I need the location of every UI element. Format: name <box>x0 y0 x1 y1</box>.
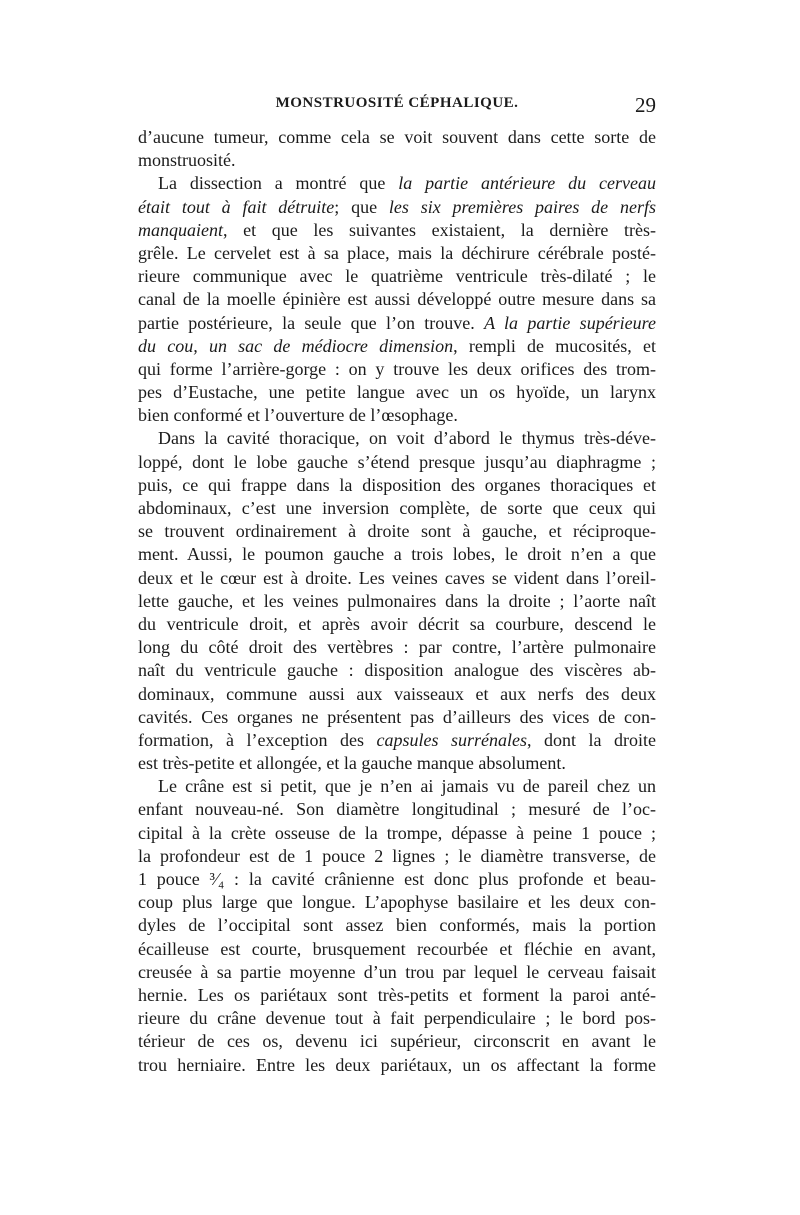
text-run: dyles de l’occipital sont assez bien conformés, mais la portion <box>138 915 656 936</box>
text-line <box>138 845 656 868</box>
text-run: Le crâne est si petit, que je n’en ai jamais vu de pareil chez un <box>158 776 656 797</box>
text-line <box>138 752 656 775</box>
text-line <box>138 126 656 149</box>
text-run: abdominaux, c’est une inversion complète, de sorte que ceux qui <box>138 498 656 518</box>
text-run: est très-petite et allongée, et la gauche manque absolument. <box>138 753 566 774</box>
text-run: se trouvent ordinairement à droite sont à gauche, et réciproque- <box>138 521 656 542</box>
body-text <box>138 126 656 1077</box>
text-line <box>138 451 656 474</box>
text-run: écailleuse est courte, brusquement recourbée et fléchie en avant, <box>138 938 656 959</box>
text-run: long du côté droit des vertèbres : par contre, l’artère pulmonaire <box>138 637 656 658</box>
italic-run: la partie antérieure du cerveau <box>398 173 656 194</box>
italic-run: les six premières paires de nerfs <box>388 196 656 217</box>
text-run: dominaux, commune aussi aux vaisseaux et aux nerfs des deux <box>138 683 656 704</box>
text-line <box>138 497 656 520</box>
text-line <box>138 636 656 659</box>
text-run: deux et le cœur est à droite. Les veines caves se vident dans l’oreil- <box>138 567 656 588</box>
text-run: , rempli de mucosités, et <box>453 335 656 356</box>
text-run: rieure communique avec le quatrième ventricule très-dilaté ; le <box>138 266 656 287</box>
text-line <box>138 520 656 543</box>
text-line <box>138 149 656 172</box>
text-line <box>138 659 656 682</box>
text-run: d’aucune tumeur, comme cela se voit souvent dans cette sorte de <box>138 127 656 147</box>
text-run: trou herniaire. Entre les deux pariétaux, un os affectant la forme <box>138 1054 656 1075</box>
text-run: , et que les suivantes existaient, la dernière très- <box>223 219 656 240</box>
text-run: lette gauche, et les veines pulmonaires dans la droite ; l’aorte naît <box>138 590 656 611</box>
text-line <box>138 729 656 752</box>
text-line <box>138 706 656 729</box>
text-run: la profondeur est de 1 pouce 2 lignes ; le diamètre transverse, de <box>138 845 656 866</box>
text-run: 1 pouce ³⁄₄ : la cavité crânienne est donc plus profonde et beau- <box>138 869 656 889</box>
text-line <box>138 683 656 706</box>
text-run: monstruosité. <box>138 150 236 171</box>
text-run: hernie. Les os pariétaux sont très-petits et forment la paroi anté- <box>138 984 656 1005</box>
text-run: La dissection a montré que <box>158 173 399 194</box>
running-head <box>138 93 656 121</box>
text-line <box>138 613 656 636</box>
text-run: ; que <box>334 196 389 217</box>
text-line <box>138 242 656 265</box>
text-line <box>138 567 656 590</box>
text-run: , dont la droite <box>526 729 656 750</box>
text-run: du ventricule droit, et après avoir décrit sa courbure, descend le <box>138 613 656 634</box>
text-run: qui forme l’arrière-gorge : on y trouve les deux orifices des trom- <box>138 358 656 379</box>
text-line <box>138 868 656 891</box>
text-run: loppé, dont le lobe gauche s’étend presque jusqu’au diaphragme ; <box>138 451 656 472</box>
text-line <box>138 172 656 195</box>
text-run: Dans la cavité thoracique, on voit d’abord le thymus très-déve- <box>158 428 656 449</box>
text-line <box>138 196 656 219</box>
text-line <box>138 543 656 566</box>
text-run: ment. Aussi, le poumon gauche a trois lobes, le droit n’en a que <box>138 544 656 565</box>
text-line <box>138 404 656 427</box>
text-line <box>138 1007 656 1030</box>
text-run: grêle. Le cervelet est à sa place, mais la déchirure cérébrale posté- <box>138 242 656 263</box>
text-run: térieur de ces os, devenu ici supérieur, circonscrit en avant le <box>138 1031 656 1052</box>
text-line <box>138 1030 656 1053</box>
text-run: creusée à sa partie moyenne d’un trou par lequel le cerveau faisait <box>138 961 656 982</box>
text-line <box>138 822 656 845</box>
italic-run: était tout à fait détruite <box>138 196 335 217</box>
text-run: canal de la moelle épinière est aussi développé outre mesure dans sa <box>138 289 656 310</box>
text-line <box>138 358 656 381</box>
text-line <box>138 288 656 311</box>
text-line <box>138 775 656 798</box>
text-line <box>138 961 656 984</box>
italic-run: manquaient <box>138 219 223 240</box>
text-line <box>138 427 656 450</box>
text-line <box>138 590 656 613</box>
text-line <box>138 798 656 821</box>
text-line <box>138 891 656 914</box>
text-line <box>138 1054 656 1077</box>
text-run: rieure du crâne devenue tout à fait perpendiculaire ; le bord pos- <box>138 1008 656 1029</box>
text-run: puis, ce qui frappe dans la disposition des organes thoraciques et <box>138 474 656 495</box>
text-run: pes d’Eustache, une petite langue avec un os hyoïde, un larynx <box>138 382 656 403</box>
italic-run: A la partie supérieure <box>484 312 656 333</box>
text-run: enfant nouveau-né. Son diamètre longitudinal ; mesuré de l’oc- <box>138 799 656 820</box>
text-line <box>138 474 656 497</box>
text-line <box>138 381 656 404</box>
text-run: cavités. Ces organes ne présentent pas d’ailleurs des vices de con- <box>138 706 656 727</box>
text-line <box>138 938 656 961</box>
text-line <box>138 265 656 288</box>
italic-run: du cou, un sac de médiocre dimension <box>138 335 454 356</box>
text-run: cipital à la crète osseuse de la trompe, dépasse à peine 1 pouce ; <box>138 822 656 843</box>
text-run: formation, à l’exception des <box>138 729 377 750</box>
text-line <box>138 312 656 335</box>
text-run: naît du ventricule gauche : disposition analogue des viscères ab- <box>138 660 656 681</box>
text-line <box>138 984 656 1007</box>
text-line <box>138 335 656 358</box>
text-run: coup plus large que longue. L’apophyse basilaire et les deux con- <box>138 892 656 913</box>
text-line <box>138 914 656 937</box>
text-line <box>138 219 656 242</box>
page-number: 29 <box>635 93 656 117</box>
italic-run: capsules surrénales <box>376 729 527 750</box>
text-run: partie postérieure, la seule que l’on trouve. <box>138 312 485 333</box>
text-run: bien conformé et l’ouverture de l’œsophage. <box>138 405 458 426</box>
running-title: MONSTRUOSITÉ CÉPHALIQUE. <box>275 95 519 111</box>
